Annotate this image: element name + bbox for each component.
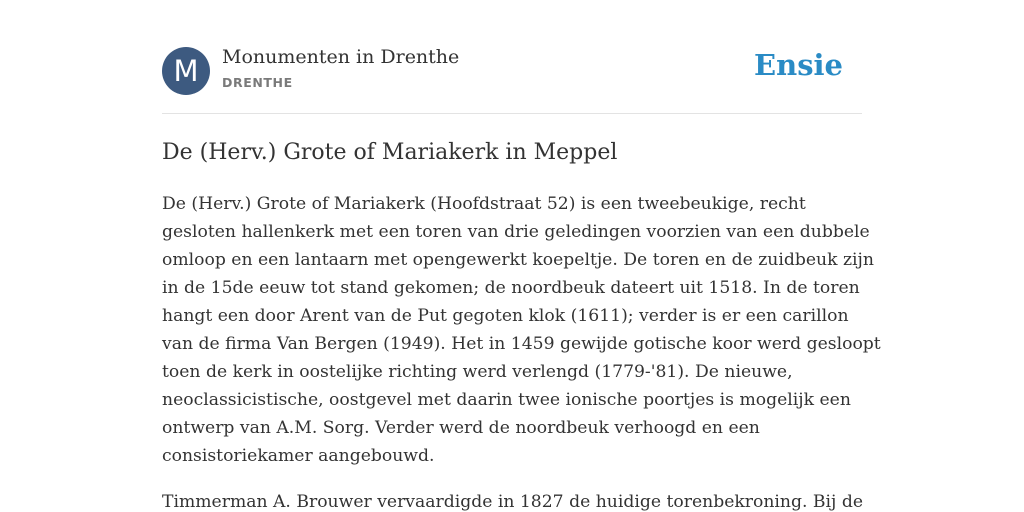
text-line: neoclassicistische, oostgevel met daarin twee ionische poortjes is mogelijk een <box>162 390 851 410</box>
text-line: gesloten hallenkerk met een toren van drie geledingen voorzien van een dubbele <box>162 222 870 242</box>
text-line: omloop en een lantaarn met opengewerkt koepeltje. De toren en de zuidbeuk zijn <box>162 250 874 270</box>
text-line: van de firma Van Bergen (1949). Het in 1459 gewijde gotische koor werd gesloopt <box>162 334 881 354</box>
article-title: De (Herv.) Grote of Mariakerk in Meppel <box>162 140 618 165</box>
text-line: in de 15de eeuw tot stand gekomen; de noordbeuk dateert uit 1518. In de toren <box>162 278 860 298</box>
paragraph-2 <box>162 488 865 512</box>
paragraph-1 <box>162 190 881 470</box>
site-name-link[interactable]: Monumenten in Drenthe <box>222 46 460 68</box>
text-line: toen de kerk in oostelijke richting werd verlengd (1779-'81). De nieuwe, <box>162 362 793 382</box>
header <box>162 0 862 114</box>
article-body <box>162 190 881 512</box>
text-line: Timmerman A. Brouwer vervaardigde in 1827 de huidige torenbekroning. Bij de <box>162 492 864 512</box>
avatar[interactable]: M <box>162 47 210 95</box>
site-region-label: DRENTHE <box>222 75 293 90</box>
text-line: De (Herv.) Grote of Mariakerk (Hoofdstraat 52) is een tweebeukige, recht <box>162 194 806 214</box>
ensie-logo[interactable]: Ensie <box>754 48 843 82</box>
text-line: ontwerp van A.M. Sorg. Verder werd de noordbeuk verhoogd en een <box>162 418 760 438</box>
text-line: hangt een door Arent van de Put gegoten klok (1611); verder is er een carillon <box>162 306 849 326</box>
content-container <box>162 0 881 512</box>
text-line: consistoriekamer aangebouwd. <box>162 446 435 466</box>
